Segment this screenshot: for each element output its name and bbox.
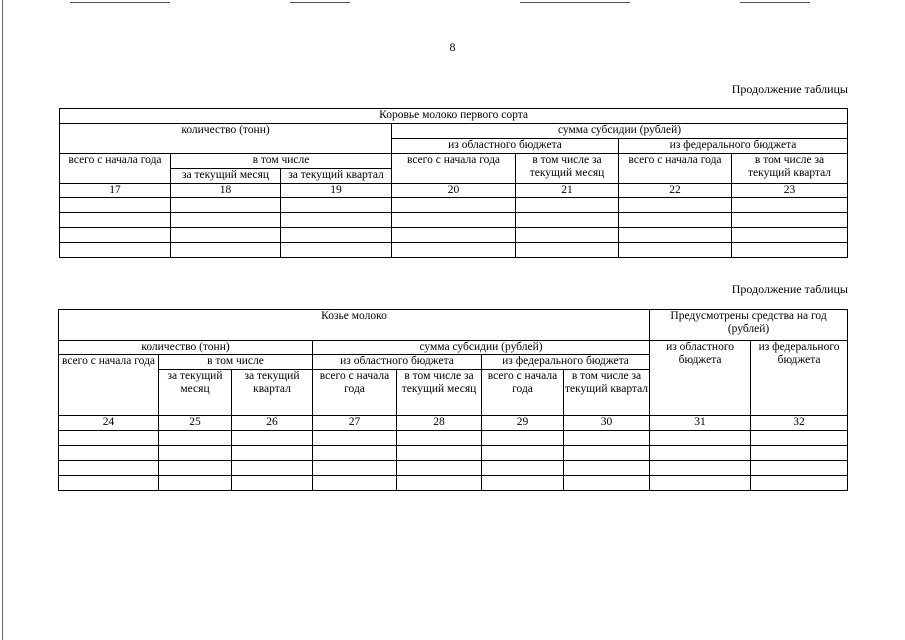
table2-title: Козье молоко <box>59 310 650 341</box>
page-number: 8 <box>449 40 456 54</box>
table1-regional-total: всего с начала года <box>392 154 516 184</box>
table2-including: в том числе <box>159 355 313 370</box>
table2-regional-budget: из областного бюджета <box>313 355 482 370</box>
table1-title: Коровье молоко первого сорта <box>60 109 848 124</box>
table2-col-number: 29 <box>482 416 564 431</box>
table2-from-federal: из федерального бюджета <box>751 341 848 416</box>
table-row <box>60 198 848 213</box>
cow-milk-table <box>59 108 848 258</box>
table1-col-number: 23 <box>732 184 848 198</box>
table1-subsidy-header: сумма субсидии (рублей) <box>392 124 848 139</box>
table1-federal-budget: из федерального бюджета <box>619 139 848 154</box>
table2-federal-total: всего с начала года <box>482 370 564 416</box>
table1-regional-current-month: в том числе за текущий месяц <box>516 154 619 184</box>
table1-regional-budget: из областного бюджета <box>392 139 619 154</box>
table2-quantity-header: количество (тонн) <box>59 341 313 355</box>
table2-subsidy-header: сумма субсидии (рублей) <box>313 341 650 355</box>
table1-quantity-header: количество (тонн) <box>60 124 392 154</box>
table1-col-number: 22 <box>619 184 732 198</box>
table1-current-month: за текущий месяц <box>171 169 281 184</box>
table2-col-number: 32 <box>751 416 848 431</box>
table2-col-number: 26 <box>232 416 313 431</box>
table1-continuation-label: Продолжение таблицы <box>731 82 848 96</box>
table2-continuation-label: Продолжение таблицы <box>731 282 848 296</box>
table1-including: в том числе <box>171 154 392 169</box>
table-row <box>60 213 848 228</box>
table2-regional-current-month: в том числе за текущий месяц <box>397 370 482 416</box>
table1-current-quarter: за текущий квартал <box>281 169 392 184</box>
table2-total-since-year-start: всего с начала года <box>59 355 159 416</box>
table1-col-number: 18 <box>171 184 281 198</box>
table2-current-quarter: за текущий квартал <box>232 370 313 416</box>
goat-milk-table <box>58 309 848 491</box>
table1-col-number: 20 <box>392 184 516 198</box>
table2-federal-budget: из федерального бюджета <box>482 355 650 370</box>
table2-col-number: 25 <box>159 416 232 431</box>
table1-col-number: 19 <box>281 184 392 198</box>
table-row <box>60 228 848 243</box>
table-row <box>59 431 848 446</box>
table1-federal-total: всего с начала года <box>619 154 732 184</box>
table2-col-number: 28 <box>397 416 482 431</box>
table-row <box>60 243 848 258</box>
table2-col-number: 27 <box>313 416 397 431</box>
table1-federal-current-quarter: в том числе за текущий квартал <box>732 154 848 184</box>
table2-from-regional: из областного бюджета <box>650 341 751 416</box>
table-row <box>59 461 848 476</box>
scan-top-edge <box>0 0 905 6</box>
table2-provided-funds: Предусмотрены средства на год (рублей) <box>650 310 848 341</box>
table1-col-number: 17 <box>60 184 171 198</box>
table-row <box>59 476 848 491</box>
table2-col-number: 24 <box>59 416 159 431</box>
table2-col-number: 31 <box>650 416 751 431</box>
table1-col-number: 21 <box>516 184 619 198</box>
table-row <box>59 446 848 461</box>
scan-left-edge <box>2 0 3 640</box>
table1-total-since-year-start: всего с начала года <box>60 154 171 184</box>
table2-col-number: 30 <box>564 416 650 431</box>
table2-federal-current-quarter: в том числе за текущий квартал <box>564 370 650 416</box>
table2-current-month: за текущий месяц <box>159 370 232 416</box>
table2-regional-total: всего с начала года <box>313 370 397 416</box>
